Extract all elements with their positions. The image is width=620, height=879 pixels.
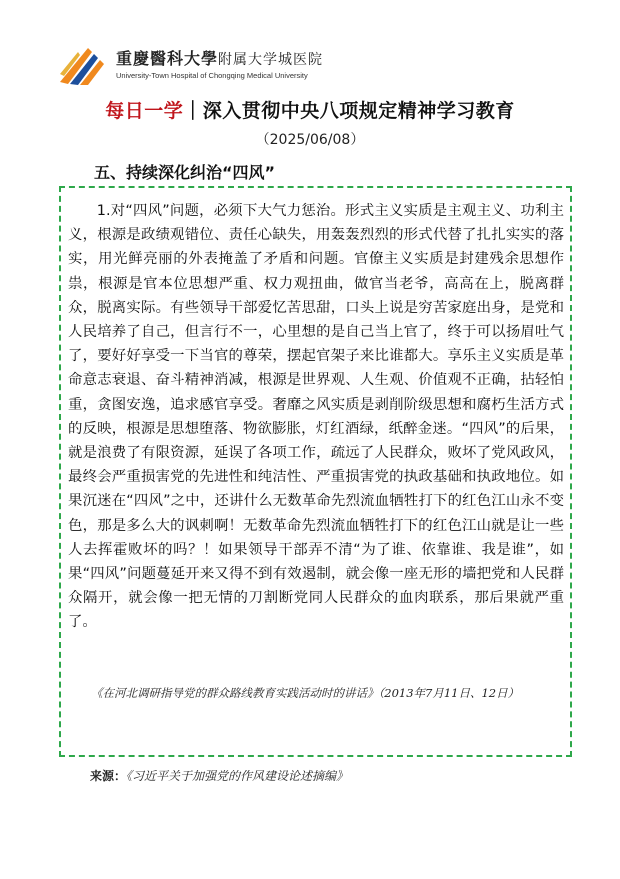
hospital-logo-icon [58, 44, 106, 86]
quote-citation: 《在河北调研指导党的群众路线教育实践活动时的讲话》（2013年7月11日、12日） [91, 686, 520, 700]
logo-name-sub: 附属大学城医院 [218, 51, 324, 68]
page-title [0, 96, 620, 123]
body-paragraph: 1.对“四风”问题，必须下大气力惩治。形式主义实质是主观主义、功利主义，根源是政绩观错位、责任心缺失，用轰轰烈烈的形式代替了扎扎实实的落实，用光鲜亮丽的外表掩盖了矛盾和问题。官僚主义实质是封建残余思想作祟，根源是官本位思想严重、权力观扭曲，做官当老爷，高高在上，脱离群众，脱离实际。有些领导干部爱忆苦思甜，口头上说是穷苦家庭出身，是党和人民培养了自己，但言行不一，心里想的是自己当上官了，终于可以扬眉吐气了，要好好享受一下当官的尊荣，摆起官架子来比谁都大。享乐主义实质是革命意志衰退、奋斗精神消减，根源是世界观、人生观、价值观不正确，拈轻怕重，贪图安逸，追求感官享受。奢靡之风实质是剥削阶级思想和腐朽生活方式的反映，根源是思想堕落、物欲膨胀，灯红酒绿，纸醉金迷。“四风”的后果，就是浪费了有限资源，延误了各项工作，疏远了人民群众，败坏了党风政风，最终会严重损害党的先进性和纯洁性、严重损害党的执政基础和执政地位。如果沉迷在“四风”之中，还讲什么无数革命先烈流血牺牲打下的红色江山永不变色，那是多么大的讽刺啊！无数革命先烈流血牺牲打下的红色江山就是让一些人去挥霍败坏的吗？！如果领导干部弄不清“为了谁、依靠谁、我是谁”，如果“四风”问题蔓延开来又得不到有效遏制，就会像一座无形的墙把党和人民群众隔开，就会像一把无情的刀割断党同人民群众的血肉联系，那后果就严重了。 [68, 203, 564, 631]
title-separator: ｜ [183, 100, 203, 122]
hospital-header [58, 40, 323, 90]
footer-label: 来源： [90, 769, 127, 783]
logo-name-main: 重慶醫科大學 [116, 48, 219, 68]
title-main: 深入贯彻中央八项规定精神学习教育 [202, 100, 515, 122]
footer-source [90, 767, 348, 784]
footer-source-title: 《习近平关于加强党的作风建设论述摘编》 [126, 769, 349, 783]
logo-name-english: University-Town Hospital of Chongqing Medical University [116, 70, 308, 80]
publish-date: （2025/06/08） [255, 132, 365, 148]
title-daily-study: 每日一学 [105, 100, 184, 122]
section-heading: 五、持续深化纠治“四风” [94, 163, 276, 182]
